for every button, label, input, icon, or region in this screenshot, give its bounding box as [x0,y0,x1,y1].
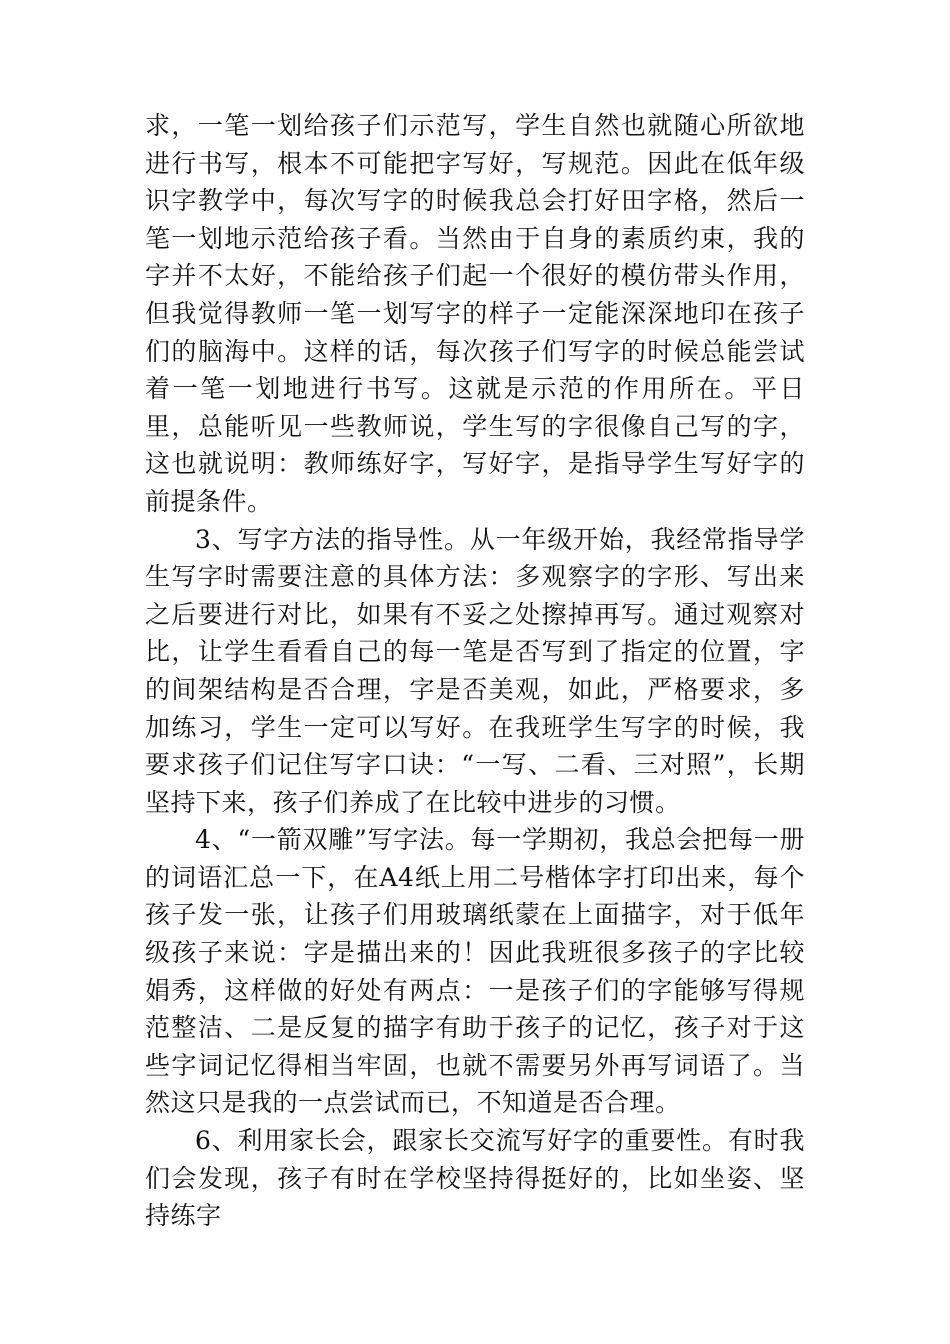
paragraph-two-birds: 4、“一箭双雕”写字法。每一学期初，我总会把每一册的词语汇总一下，在A4纸上用二号楷体字打印出来，每个孩子发一张，让孩子们用玻璃纸蒙在上面描字，对于低年级孩子来说：字是描出来的！因此我班很多孩子的字比较娟秀，这样做的好处有两点：一是孩子们的字能够写得规范整洁、二是反复的描字有助于孩子的记忆，孩子对于这些字词记忆得相当牢固，也就不需要另外再写词语了。当然这只是我的一点尝试而已，不知道是否合理。 [145,825,805,1118]
paragraph-parent-meeting: 6、利用家长会，跟家长交流写好字的重要性。有时我们会发现，孩子有时在学校坚持得挺好的，比如坐姿、坚持练字 [145,1126,805,1231]
document-body [145,107,805,1235]
paragraph-continuation: 求，一笔一划给孩子们示范写，学生自然也就随心所欲地进行书写，根本不可能把字写好，写规范。因此在低年级识字教学中，每次写字的时候我总会打好田字格，然后一笔一划地示范给孩子看。当然由于自身的素质约束，我的字并不太好，不能给孩子们起一个很好的模仿带头作用，但我觉得教师一笔一划写字的样子一定能深深地印在孩子们的脑海中。这样的话，每次孩子们写字的时候总能尝试着一笔一划地进行书写。这就是示范的作用所在。平日里，总能听见一些教师说，学生写的字很像自己写的字，这也就说明：教师练好字，写好字，是指导学生写好字的前提条件。 [145,111,805,516]
paragraph-writing-method: 3、写字方法的指导性。从一年级开始，我经常指导学生写字时需要注意的具体方法：多观察字的字形、写出来之后要进行对比，如果有不妥之处擦掉再写。通过观察对比，让学生看看自己的每一笔是否写到了指定的位置，字的间架结构是否合理，字是否美观，如此，严格要求，多加练习，学生一定可以写好。在我班学生写字的时候，我要求孩子们记住写字口诀：“一写、二看、三对照”，长期坚持下来，孩子们养成了在比较中进步的习惯。 [145,524,805,817]
